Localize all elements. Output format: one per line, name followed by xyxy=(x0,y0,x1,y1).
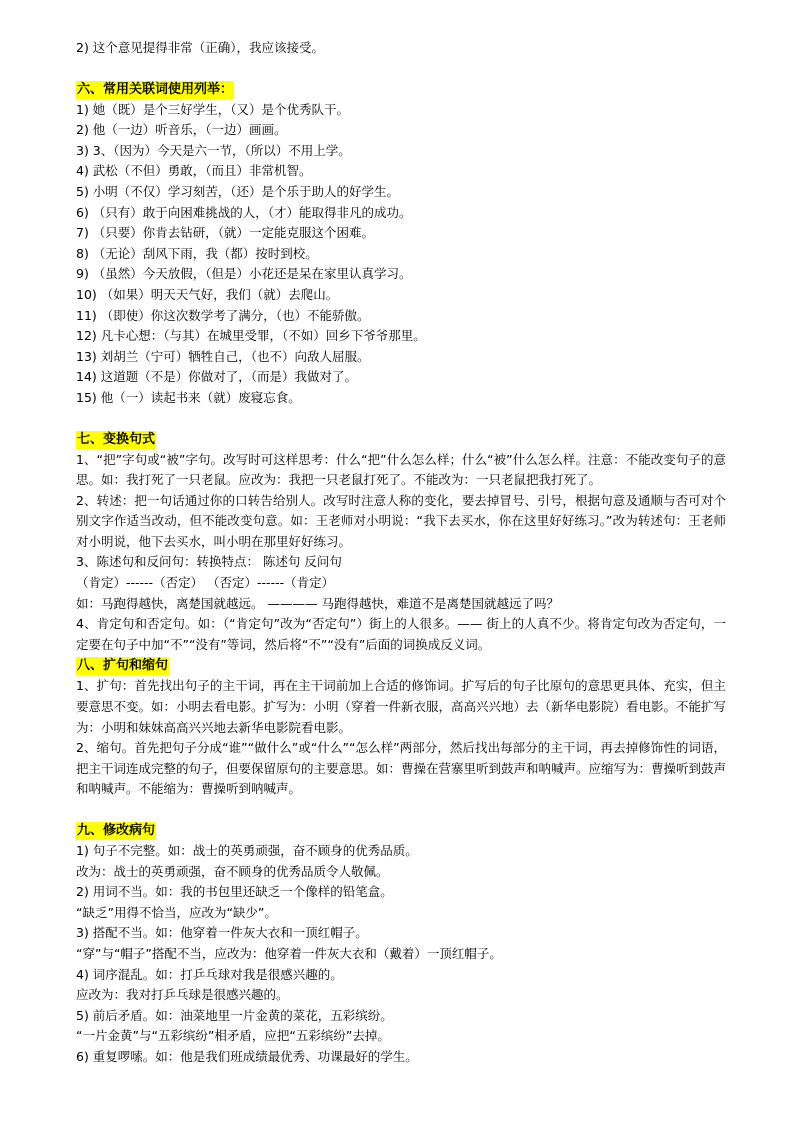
section-conjunctions xyxy=(76,79,726,409)
list-item: 1) 她（既）是个三好学生，（又）是个优秀队干。 xyxy=(76,101,350,117)
list-item: 4) 武松（不但）勇敢，（而且）非常机智。 xyxy=(76,163,312,179)
paragraph: 1、扩句：首先找出句子的主干词，再在主干词前加上合适的修饰词。扩写后的句子比原句的意思更具体、充实，但主要意思不变。如：小明去看电影。扩写为：小明（穿着一件新衣服，高高兴兴地）去（新华电影院）看电影。不能扩写为：小明和妹妹高高兴兴地去新华电影院看电影。 xyxy=(76,678,727,735)
paragraph: 2、缩句。首先把句子分成“谁”“做什么”或“什么”“怎么样”两部分，然后找出每部分的主干词，再去掉修饰性的词语，把主干词连成完整的句子，但要保留原句的主要意思。如：曹操在营寨里听到鼓声和呐喊声。应缩写为：曹操听到鼓声和呐喊声。不能缩为：曹操听到呐喊声。 xyxy=(76,740,727,797)
section-expand-shrink xyxy=(76,655,726,800)
document-page xyxy=(76,38,726,1068)
section-sentence-transform xyxy=(76,429,726,656)
list-item: 14) 这道题（不是）你做对了，（而是）我做对了。 xyxy=(76,369,358,385)
section-fix-sentences xyxy=(76,820,726,1068)
list-item: 8) （无论）刮风下雨，我（都）按时到校。 xyxy=(76,245,318,261)
list-item: 15) 他（一）读起书来（就）废寝忘食。 xyxy=(76,389,301,405)
spacer xyxy=(76,59,726,79)
list-item: 12) 凡卡心想：（与其）在城里受罪，（不如）回乡下爷爷那里。 xyxy=(76,328,426,344)
paragraph: （肯定）------（否定） （否定）------（肯定） xyxy=(76,575,335,591)
list-item: 9) （虽然）今天放假，（但是）小花还是呆在家里认真学习。 xyxy=(76,266,412,282)
list-item: 11) （即使）你这次数学考了满分，（也）不能骄傲。 xyxy=(76,307,370,323)
paragraph: 如：马跑得越快，离楚国就越远。 ———— 马跑得越快，难道不是离楚国就越远了吗？ xyxy=(76,595,559,611)
spacer xyxy=(76,409,726,429)
paragraph: 2、转述：把一句话通过你的口转告给别人。改写时注意人称的变化，要去掉冒号、引号，根据句意及通顺与否可对个别文字作适当改动，但不能改变句意。如：王老师对小明说：“我下去买水，你在这里好好练习。”改为转述句：王老师对小明说，他下去买水，叫小明在那里好好练习。 xyxy=(76,492,726,549)
list-item: 4) 词序混乱。如：打乒乓球对我是很感兴趣的。 xyxy=(76,966,343,982)
list-item: 2) 他（一边）听音乐，（一边）画画。 xyxy=(76,122,287,138)
list-item: 10) （如果）明天天气好，我们（就）去爬山。 xyxy=(76,286,339,302)
section-heading-6: 六、常用关联词使用列举： xyxy=(77,81,234,97)
section-heading-9: 九、修改病句 xyxy=(77,823,156,838)
list-item: “穿”与“帽子”搭配不当，应改为：他穿着一件灰大衣和（戴着）一顶红帽子。 xyxy=(76,945,502,961)
list-item: 6) （只有）敢于向困难挑战的人，（才）能取得非凡的成功。 xyxy=(76,204,412,220)
paragraph: 4、肯定句和否定句。如：（“肯定句”改为“否定句”）街上的人很多。—— 街上的人真不少。将肯定句改为否定句，一定要在句子中加“不”“没有”等词，然后将“不”“没有”后面的词换成反义词。 xyxy=(76,616,726,652)
list-item: 5) 前后矛盾。如：油菜地里一片金黄的菜花，五彩缤纷。 xyxy=(76,1007,393,1023)
list-item: 7) （只要）你肯去钻研，（就）一定能克服这个困难。 xyxy=(76,225,375,241)
list-item: 3) 3、（因为）今天是六一节，（所以）不用上学。 xyxy=(76,142,351,158)
top-line: 2) 这个意见提得非常（正确），我应该接受。 xyxy=(76,40,325,55)
list-item: “缺乏”用得不恰当，应改为“缺少”。 xyxy=(76,904,277,920)
section-heading-8: 八、扩句和缩句 xyxy=(77,658,169,674)
paragraph: 1、“把”字句或“被”字句。改写时可这样思考：什么“把”什么怎么样；什么“被”什么怎么样。注意：不能改变句子的意思。如：我打死了一只老鼠。应改为：我把一只老鼠打死了。不能改为：一只老鼠把我打死了。 xyxy=(76,451,726,488)
list-item: 改为：战士的英勇顽强，奋不顾身的优秀品质令人敬佩。 xyxy=(76,863,389,879)
list-item: 6) 重复啰嗦。如：他是我们班成绩最优秀、功课最好的学生。 xyxy=(76,1048,418,1064)
paragraph: 3、陈述句和反问句：转换特点： 陈述句 反问句 xyxy=(76,554,342,570)
list-item: 1) 句子不完整。如：战士的英勇顽强，奋不顾身的优秀品质。 xyxy=(76,843,418,858)
list-item: 3) 搭配不当。如：他穿着一件灰大衣和一顶红帽子。 xyxy=(76,925,368,941)
spacer xyxy=(76,800,726,820)
section-heading-7: 七、变换句式 xyxy=(77,431,156,447)
list-item: 13) 刘胡兰（宁可）牺牲自己，（也不）向敌人屈服。 xyxy=(76,348,370,364)
list-item: 5) 小明（不仅）学习刻苦，（还）是个乐于助人的好学生。 xyxy=(76,183,400,199)
list-item: 应改为：我对打乒乓球是很感兴趣的。 xyxy=(76,987,289,1003)
list-item: 2) 用词不当。如：我的书包里还缺乏一个像样的铅笔盒。 xyxy=(76,884,393,900)
list-item: “一片金黄”与“五彩缤纷”相矛盾，应把“五彩缤纷”去掉。 xyxy=(76,1028,390,1044)
